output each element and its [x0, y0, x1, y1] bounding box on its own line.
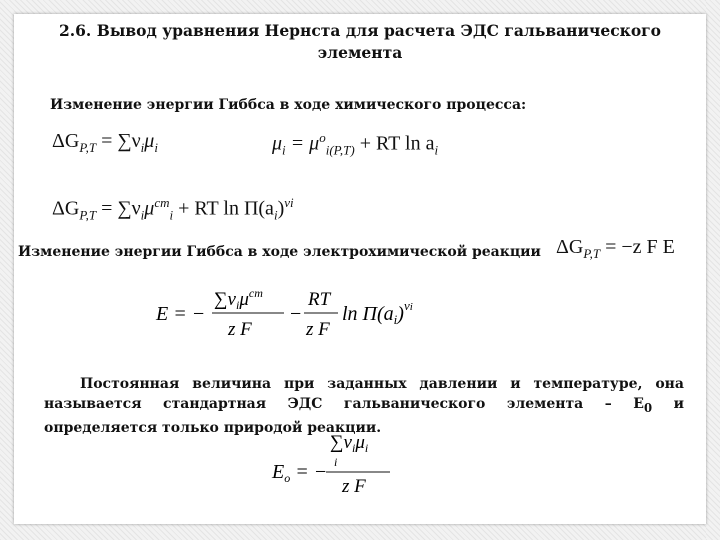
nernst-num1: $\sum\nu_i\mu^{cm}$: [214, 286, 263, 312]
standard-emf-sum-index: i: [334, 455, 338, 469]
border-right: [706, 0, 720, 540]
border-top: [0, 0, 720, 14]
nernst-den1: z F: [228, 319, 252, 340]
nernst-minus: −: [290, 303, 302, 325]
formula-gibbs-emf: $\Delta G_{P,T} = -z$ F E: [556, 236, 675, 261]
formula-standard-emf: [268, 428, 408, 498]
paragraph-standard-emf: Постоянная величина при заданных давлении и температуре, она называется стандартная ЭДС гальванического элемента – $E_0$ и определяется только природой реакции.: [44, 376, 684, 436]
standard-emf-num: $\sum\nu_i\mu_i$: [330, 432, 369, 455]
heading-electrochemical: Изменение энергии Гиббса в ходе электрохимической реакции: [18, 244, 541, 260]
standard-emf-den: z F: [342, 476, 366, 497]
slide-title: 2.6. Вывод уравнения Нернста для расчета ЭДС гальванического элемента: [58, 21, 662, 62]
border-left: [0, 0, 14, 540]
nernst-num2: RT: [308, 289, 331, 310]
formula-chemical-potential: $\mu_i = \mu^o_{i(P,T)}$ + RT $\ln a_i$: [272, 130, 439, 158]
heading-chemical: Изменение энергии Гиббса в ходе химического процесса:: [50, 97, 527, 113]
border-bottom: [0, 524, 720, 540]
nernst-lhs: E = −: [156, 303, 206, 325]
standard-emf-lhs: $E_o$ = −: [272, 461, 328, 485]
nernst-ln-term: $\ln \Pi(a_i)^\nu i$: [342, 298, 413, 327]
formula-gibbs-sum: $\Delta G_{P,T} = \sum\nu_i\mu_i$: [52, 130, 158, 155]
formula-nernst: [150, 282, 450, 344]
formula-gibbs-activity: $\Delta G_{P,T} = \sum\nu_i\mu^{cm}_i$ + RT $\ln \Pi(a_i)^{\nu i}$: [52, 195, 294, 223]
nernst-den2: z F: [306, 319, 330, 340]
